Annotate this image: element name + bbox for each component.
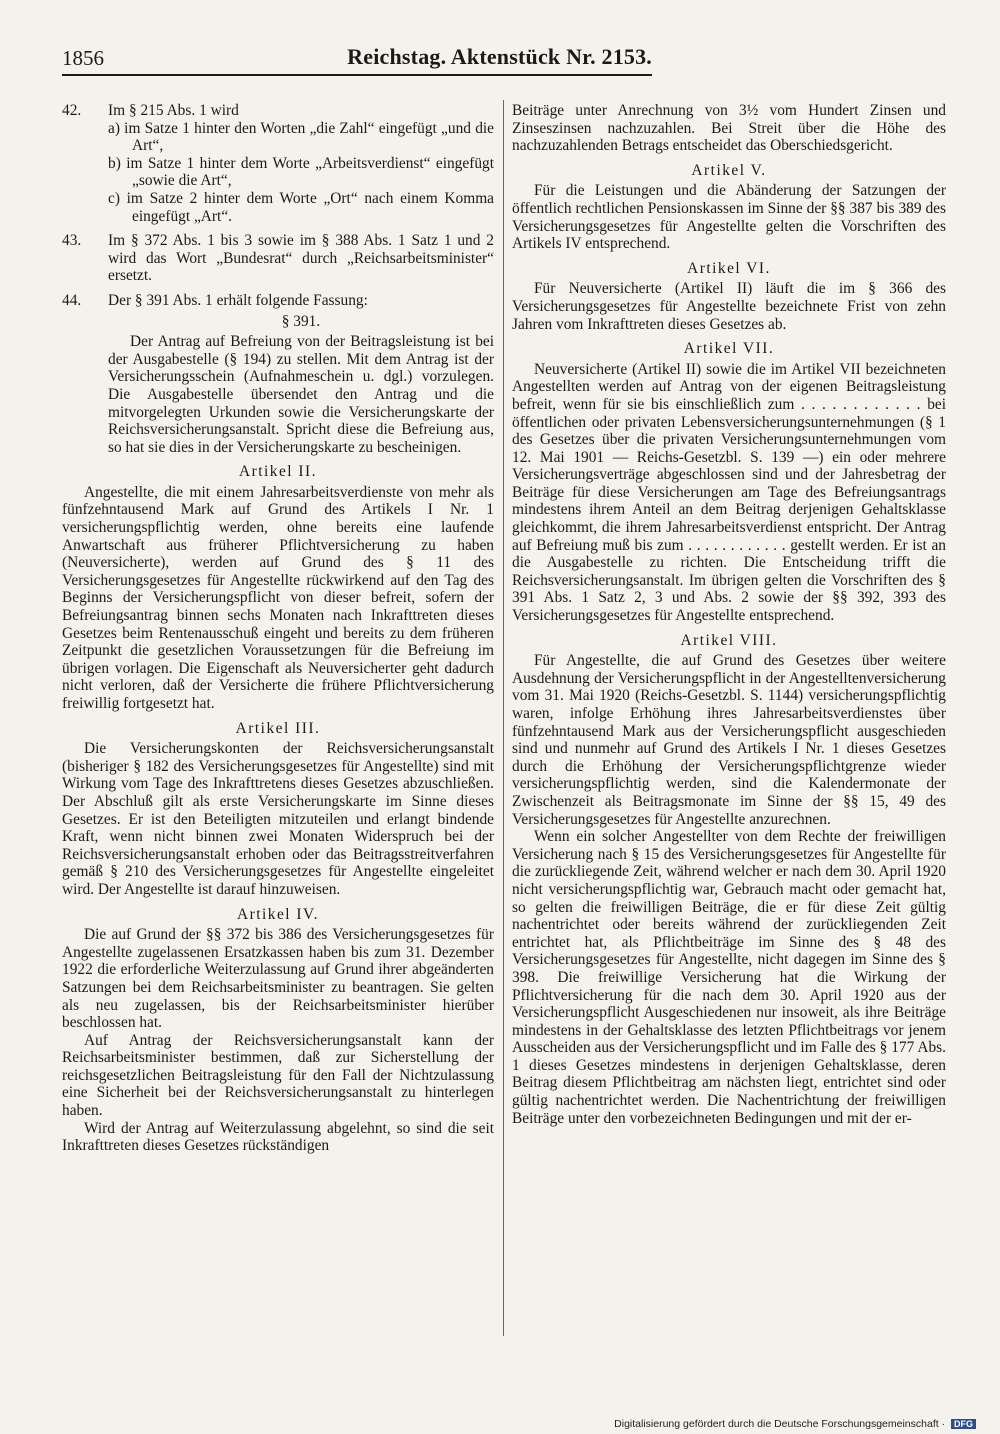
dfg-logo: DFG xyxy=(951,1419,976,1429)
article-text: Für Neuversicherte (Artikel II) läuft die im § 366 des Versicherungsgesetzes für Angestellte bezeichnete Frist von zehn Jahren vom Inkrafttreten dieses Gesetzes ab. xyxy=(512,280,946,333)
column-divider xyxy=(503,100,504,1336)
article-heading: Artikel III. xyxy=(235,719,321,737)
article-heading: Artikel IV. xyxy=(236,905,320,923)
running-title: Reichstag. Aktenstück Nr. 2153. xyxy=(347,44,652,69)
article-paragraph: Wenn ein solcher Angestellter von dem Rechte der freiwilligen Versicherung nach § 15 des Versicherungsgesetzes für Angestellte für die zurückliegende Zeit, während welcher er nach dem 30. April 1920 nicht versicherungspflichtig war, Gebrauch macht oder gemacht hat, so gelten die freiwilligen Beiträge, die er für diese Zeit gültig nachentrichtet oder bereits während der zurückliegenden Zeit entrichtet hat, als Pflichtbeiträge im Sinne des § 48 des Versicherungsgesetzes für Angestellte, nicht dagegen im Sinne des § 398. Die freiwillige Versicherung hat die Wirkung der Pflichtversicherung für die nach dem 30. April 1920 aus der Versicherungspflicht Ausgeschiedenen nur insoweit, als ihre Beiträge mindestens in der Gehaltsklasse des letzten Pflichtbeitrags vor jenem Ausscheiden aus der Versicherungspflicht und im Falle des § 177 Abs. 1 dieses Gesetzes mindestens in derjenigen Gehaltsklasse, deren Beitrag diesem Pflichtbeitrag am nächsten liegt, entrichtet sind oder gültig nachentrichtet werden. Die Nachentrichtung der freiwilligen Beiträge unter den vorbezeichneten Bedingungen und mit der er- xyxy=(512,828,946,1127)
article-paragraph: Für Angestellte, die auf Grund des Gesetzes über weitere Ausdehnung der Versicherungspflicht in der Angestelltenversicherung vom 31. Mai 1920 (Reichs-Gesetzbl. S. 1144) versicherungspflichtig waren, infolge Erhöhung ihres Jahresarbeitsverdienstes über fünfzehntausend Mark aus der Versicherungspflicht ausgeschieden sind und nunmehr auf Grund des Artikels I Nr. 1 dieses Gesetzes durch die Erhöhung der Versicherungspflichtgrenze wieder versicherungspflichtig werden, sind die Kalendermonate der Zwischenzeit als Beitragsmonate im Sinne der §§ 15, 49 des Versicherungsgesetzes für Angestellte anzurechnen. xyxy=(512,652,946,828)
credit-text: Digitalisierung gefördert durch die Deutsche Forschungsgemeinschaft · xyxy=(614,1418,946,1430)
item-43 xyxy=(62,232,494,285)
article-heading: Artikel VII. xyxy=(683,340,775,358)
article-paragraph: Die auf Grund der §§ 372 bis 386 des Versicherungsgesetzes für Angestellte zugelassenen Ersatzkassen haben bis zum 31. Dezember 1922 die erforderliche Weiterzulassung auf Grund ihrer abgeänderten Satzungen bei dem Reichsarbeitsminister zu beantragen. Sie gelten als neu zugelassen, bis der Reichsarbeitsminister hierüber beschlossen hat. xyxy=(62,926,494,1032)
item-number: 42. xyxy=(62,102,82,119)
article-heading: Artikel II. xyxy=(238,463,318,481)
article-text: Für die Leistungen und die Abänderung der Satzungen der öffentlich rechtlichen Pensionskassen im Sinne der §§ 387 bis 389 des Versicherungsgesetzes für Angestellte gelten die Vorschriften des Artikels IV entsprechend. xyxy=(512,182,946,253)
section-quote: Der Antrag auf Befreiung von der Beitragsleistung ist bei der Ausgabestelle (§ 194) zu stellen. Mit dem Antrag ist der Versicherungsschein (Aufnahmeschein u. dgl.) vorzulegen. Die Ausgabestelle übersendet den Antrag und die mitvorgelegten Urkunden sowie die Versicherungskarte der Reichsversicherungsanstalt. Spricht diese die Befreiung aus, so hat sie dies in der Versicherungskarte zu bescheinigen. xyxy=(108,333,494,456)
sub-item-b: b) im Satze 1 hinter dem Worte „Arbeitsverdienst“ eingefügt „sowie die Art“, xyxy=(108,154,494,190)
sub-item-c: c) im Satze 2 hinter dem Worte „Ort“ nach einem Komma eingefügt „Art“. xyxy=(108,189,494,225)
item-44 xyxy=(62,292,494,310)
item-number: 43. xyxy=(62,232,82,250)
item-intro: Im § 215 Abs. 1 wird xyxy=(108,102,239,119)
article-text: Neuversicherte (Artikel II) sowie die im Artikel VII bezeichneten Angestellten werden auf Antrag von der eigenen Beitragsleistung befreit, wenn für sie bis einschließlich zum . . . . . . . . . . . . bei öffentlichen oder privaten Lebensversicherungsunternehmungen (§ 1 des Gesetzes über die privaten Versicherungsunternehmungen vom 12. Mai 1901 — Reichs-Gesetzbl. S. 139 —) ein oder mehrere Versicherungsverträge abgeschlossen sind und der Jahresbetrag der Beiträge für diese Versicherungen am Tage des Befreiungsantrags mindestens ihrem Anteil an dem Beitrag derjenigen Gehaltsklasse gleichkommt, die ihrem Jahresarbeitsverdienst entspricht. Der Antrag auf Befreiung muß bis zum . . . . . . . . . . . . gestellt werden. Er ist an die Ausgabestelle zu richten. Die Entscheidung trifft die Reichsversicherungsanstalt. Im übrigen gelten die Vorschriften des § 391 Abs. 1 Satz 2, 3 und Abs. 2 sowie der §§ 392, 393 des Versicherungsgesetzes für Angestellte entsprechend. xyxy=(512,360,946,625)
section-heading: § 391. xyxy=(281,312,321,330)
sub-item-a: a) im Satze 1 hinter den Worten „die Zahl“ eingefügt „und die Art“, xyxy=(108,119,494,155)
article-paragraph: Auf Antrag der Reichsversicherungsanstalt kann der Reichsarbeitsminister bestimmen, daß zur Sicherstellung der reichsgesetzlichen Beitragsleistung für den Fall der Nichtzulassung eine Sicherheit bei der Reichsversicherungsanstalt zu hinterlegen haben. xyxy=(62,1031,494,1120)
article-text: Die Versicherungskonten der Reichsversicherungsanstalt (bisheriger § 182 des Versicherungsgesetzes für Angestellte) sind mit Wirkung vom Tage des Inkrafttretens dieses Gesetzes abzuschließen. Der Abschluß gilt als erste Versicherungskarte im Sinne dieses Gesetzes. Er ist den Beteiligten mitzuteilen und erlangt bindende Kraft, wenn nicht binnen zwei Monaten Widerspruch bei der Reichsversicherungsanstalt erhoben oder das Beitragsstreitverfahren gemäß § 210 des Versicherungsgesetzes für Angestellte eingeleitet wird. Der Angestellte ist darauf hinzuweisen. xyxy=(62,740,494,898)
article-paragraph: Wird der Antrag auf Weiterzulassung abgelehnt, so sind die seit Inkrafttreten dieses Gesetzes rückständigen xyxy=(62,1119,494,1155)
item-text: Der § 391 Abs. 1 erhält folgende Fassung: xyxy=(108,291,368,309)
right-column xyxy=(512,102,946,1127)
article-heading: Artikel V. xyxy=(691,161,767,179)
continued-paragraph: Beiträge unter Anrechnung von 3½ vom Hundert Zinsen und Zinseszinsen nachzuzahlen. Bei Streit über die Höhe des nachzuzahlenden Betrags entscheidet das Oberschiedsgericht. xyxy=(512,102,946,155)
item-text: Im § 372 Abs. 1 bis 3 sowie im § 388 Abs. 1 Satz 1 und 2 wird das Wort „Bundesrat“ durch „Reichsarbeitsminister“ ersetzt. xyxy=(108,232,494,285)
page-header xyxy=(62,44,652,76)
page-number: 1856 xyxy=(62,46,104,70)
left-column xyxy=(62,102,494,1155)
article-heading: Artikel VI. xyxy=(687,259,771,277)
article-heading: Artikel VIII. xyxy=(680,631,778,649)
digitization-credit xyxy=(614,1418,976,1430)
item-number: 44. xyxy=(62,291,82,309)
item-42 xyxy=(62,102,494,225)
article-text: Angestellte, die mit einem Jahresarbeitsverdienste von mehr als fünfzehntausend Mark auf Grund des Artikels I Nr. 1 versicherungspflichtig werden, ohne bereits eine laufende Anwartschaft aus früherer Pflichtversicherung zu haben (Neuversicherte), werden auf Grund des § 11 des Versicherungsgesetzes für Angestellte rückwirkend auf den Tag des Beginns der Versicherungspflicht von dieser befreit, sofern der Befreiungsantrag binnen sechs Monaten nach Inkrafttreten dieses Gesetzes beim Rentenausschuß eingeht und bereits zu dem früheren Zeitpunkt die gesetzlichen Voraussetzungen für die Befreiung im übrigen vorlagen. Die Eigenschaft als Neuversicherter geht dadurch nicht verloren, daß der Versicherte die frühere Pflichtversicherung freiwillig fortgesetzt hat. xyxy=(62,483,494,712)
